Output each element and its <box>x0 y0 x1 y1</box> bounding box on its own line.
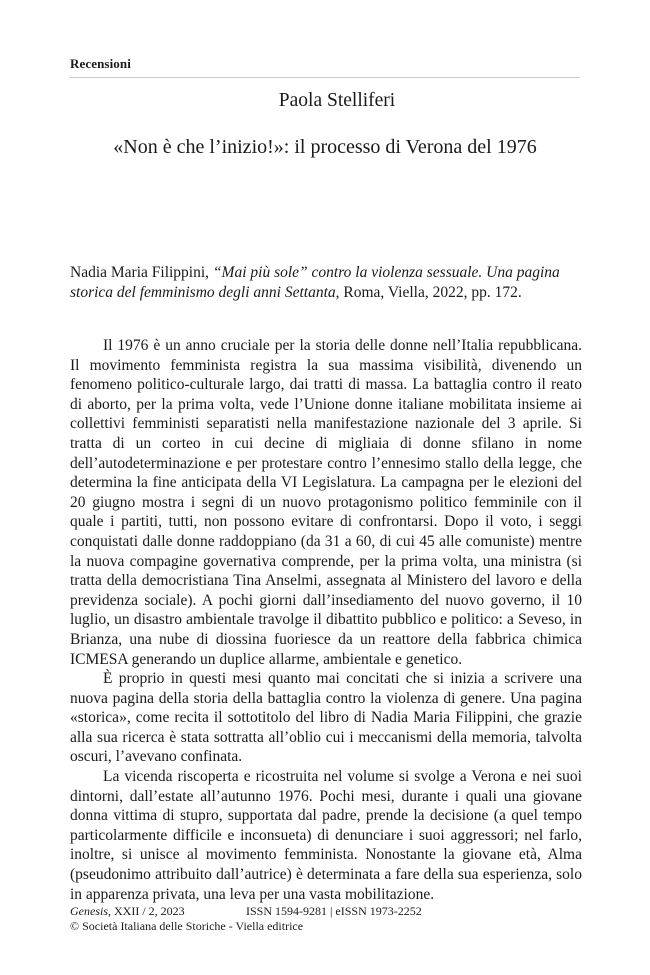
issn: ISSN 1594-9281 | eISSN 1973-2252 <box>246 904 422 918</box>
page-footer <box>70 904 422 934</box>
book-title: “Mai più sole” contro la violenza sessuale. Una pagina storica del femminismo degli anni Settanta <box>70 264 560 301</box>
paragraph: È proprio in questi mesi quanto mai concitati che si inizia a scrivere una nuova pagina della storia della battaglia contro la violenza di genere. Una pagina «storica», come recita il sottotitolo del libro di Nadia Maria Filippini, che grazie alla sua ricerca è stata sottratta all’oblio cui i meccanismi della memoria, talvolta oscuri, l’avevano confinata. <box>70 670 582 766</box>
article-body <box>70 336 582 904</box>
section-label: Recensioni <box>70 56 131 71</box>
book-author: Nadia Maria Filippini, <box>70 264 213 281</box>
book-publication: , Roma, Viella, 2022, pp. 172. <box>335 284 522 301</box>
paragraph: Il 1976 è un anno cruciale per la storia delle donne nell’Italia repubblicana. Il movimento femminista registra la sua massima visibilità, divenendo un fenomeno politico-culturale largo, dai tratti di massa. La battaglia contro il reato di aborto, per la prima volta, vede l’Unione donne italiane mobilitata insieme ai collettivi femministi separatisti nella manifestazione nazionale del 3 aprile. Si tratta di un corteo in cui decine di migliaia di donne sfilano in nome dell’autodeterminazione e per protestare contro l’ennesimo stallo della legge, che determina la fine anticipata della VI Legislatura. La campagna per le elezioni del 20 giugno mostra i segni di un nuovo protagonismo politico femminile con il quale i partiti, tutti, non possono evitare di confrontarsi. Dopo il voto, i seggi conquistati dalle donne raddoppiano (da 31 a 60, di cui 45 alle comuniste) mentre la nuova compagine governativa comprende, per la prima volta, una ministra (si tratta della democristiana Tina Anselmi, assegnata al Ministero del lavoro e della previdenza sociale). A pochi giorni dall’insediamento del nuovo governo, il 10 luglio, un disastro ambientale travolge il dibattito pubblico e politico: a Seveso, in Brianza, una nube di diossina fuoriesce da un reattore della fabbrica chimica ICMESA generando un duplice allarme, ambientale e genetico. <box>70 337 582 668</box>
header-rule <box>70 77 580 78</box>
article-title: «Non è che l’inizio!»: il processo di Verona del 1976 <box>113 136 537 158</box>
copyright: © Società Italiana delle Storiche - Viella editrice <box>70 919 304 933</box>
journal-name: Genesis <box>70 904 108 918</box>
article-author: Paola Stelliferi <box>278 90 396 111</box>
reviewed-book-reference <box>70 263 582 303</box>
paragraph: La vicenda riscoperta e ricostruita nel volume si svolge a Verona e nei suoi dintorni, dall’estate all’autunno 1976. Pochi mesi, durante i quali una giovane donna vittima di stupro, supportata dal padre, prende la decisione (a quel tempo particolarmente difficile e inconsueta) di denunciare i suoi aggressori; nel farlo, inoltre, si unisce al movimento femminista. Nonostante la giovane età, Alma (pseudonimo attribuito dall’autrice) è determinata a fare della sua esperienza, solo in apparenza privata, una leva per una vasta mobilitazione. <box>70 768 582 903</box>
journal-issue: , XXII / 2, 2023 <box>108 904 185 918</box>
